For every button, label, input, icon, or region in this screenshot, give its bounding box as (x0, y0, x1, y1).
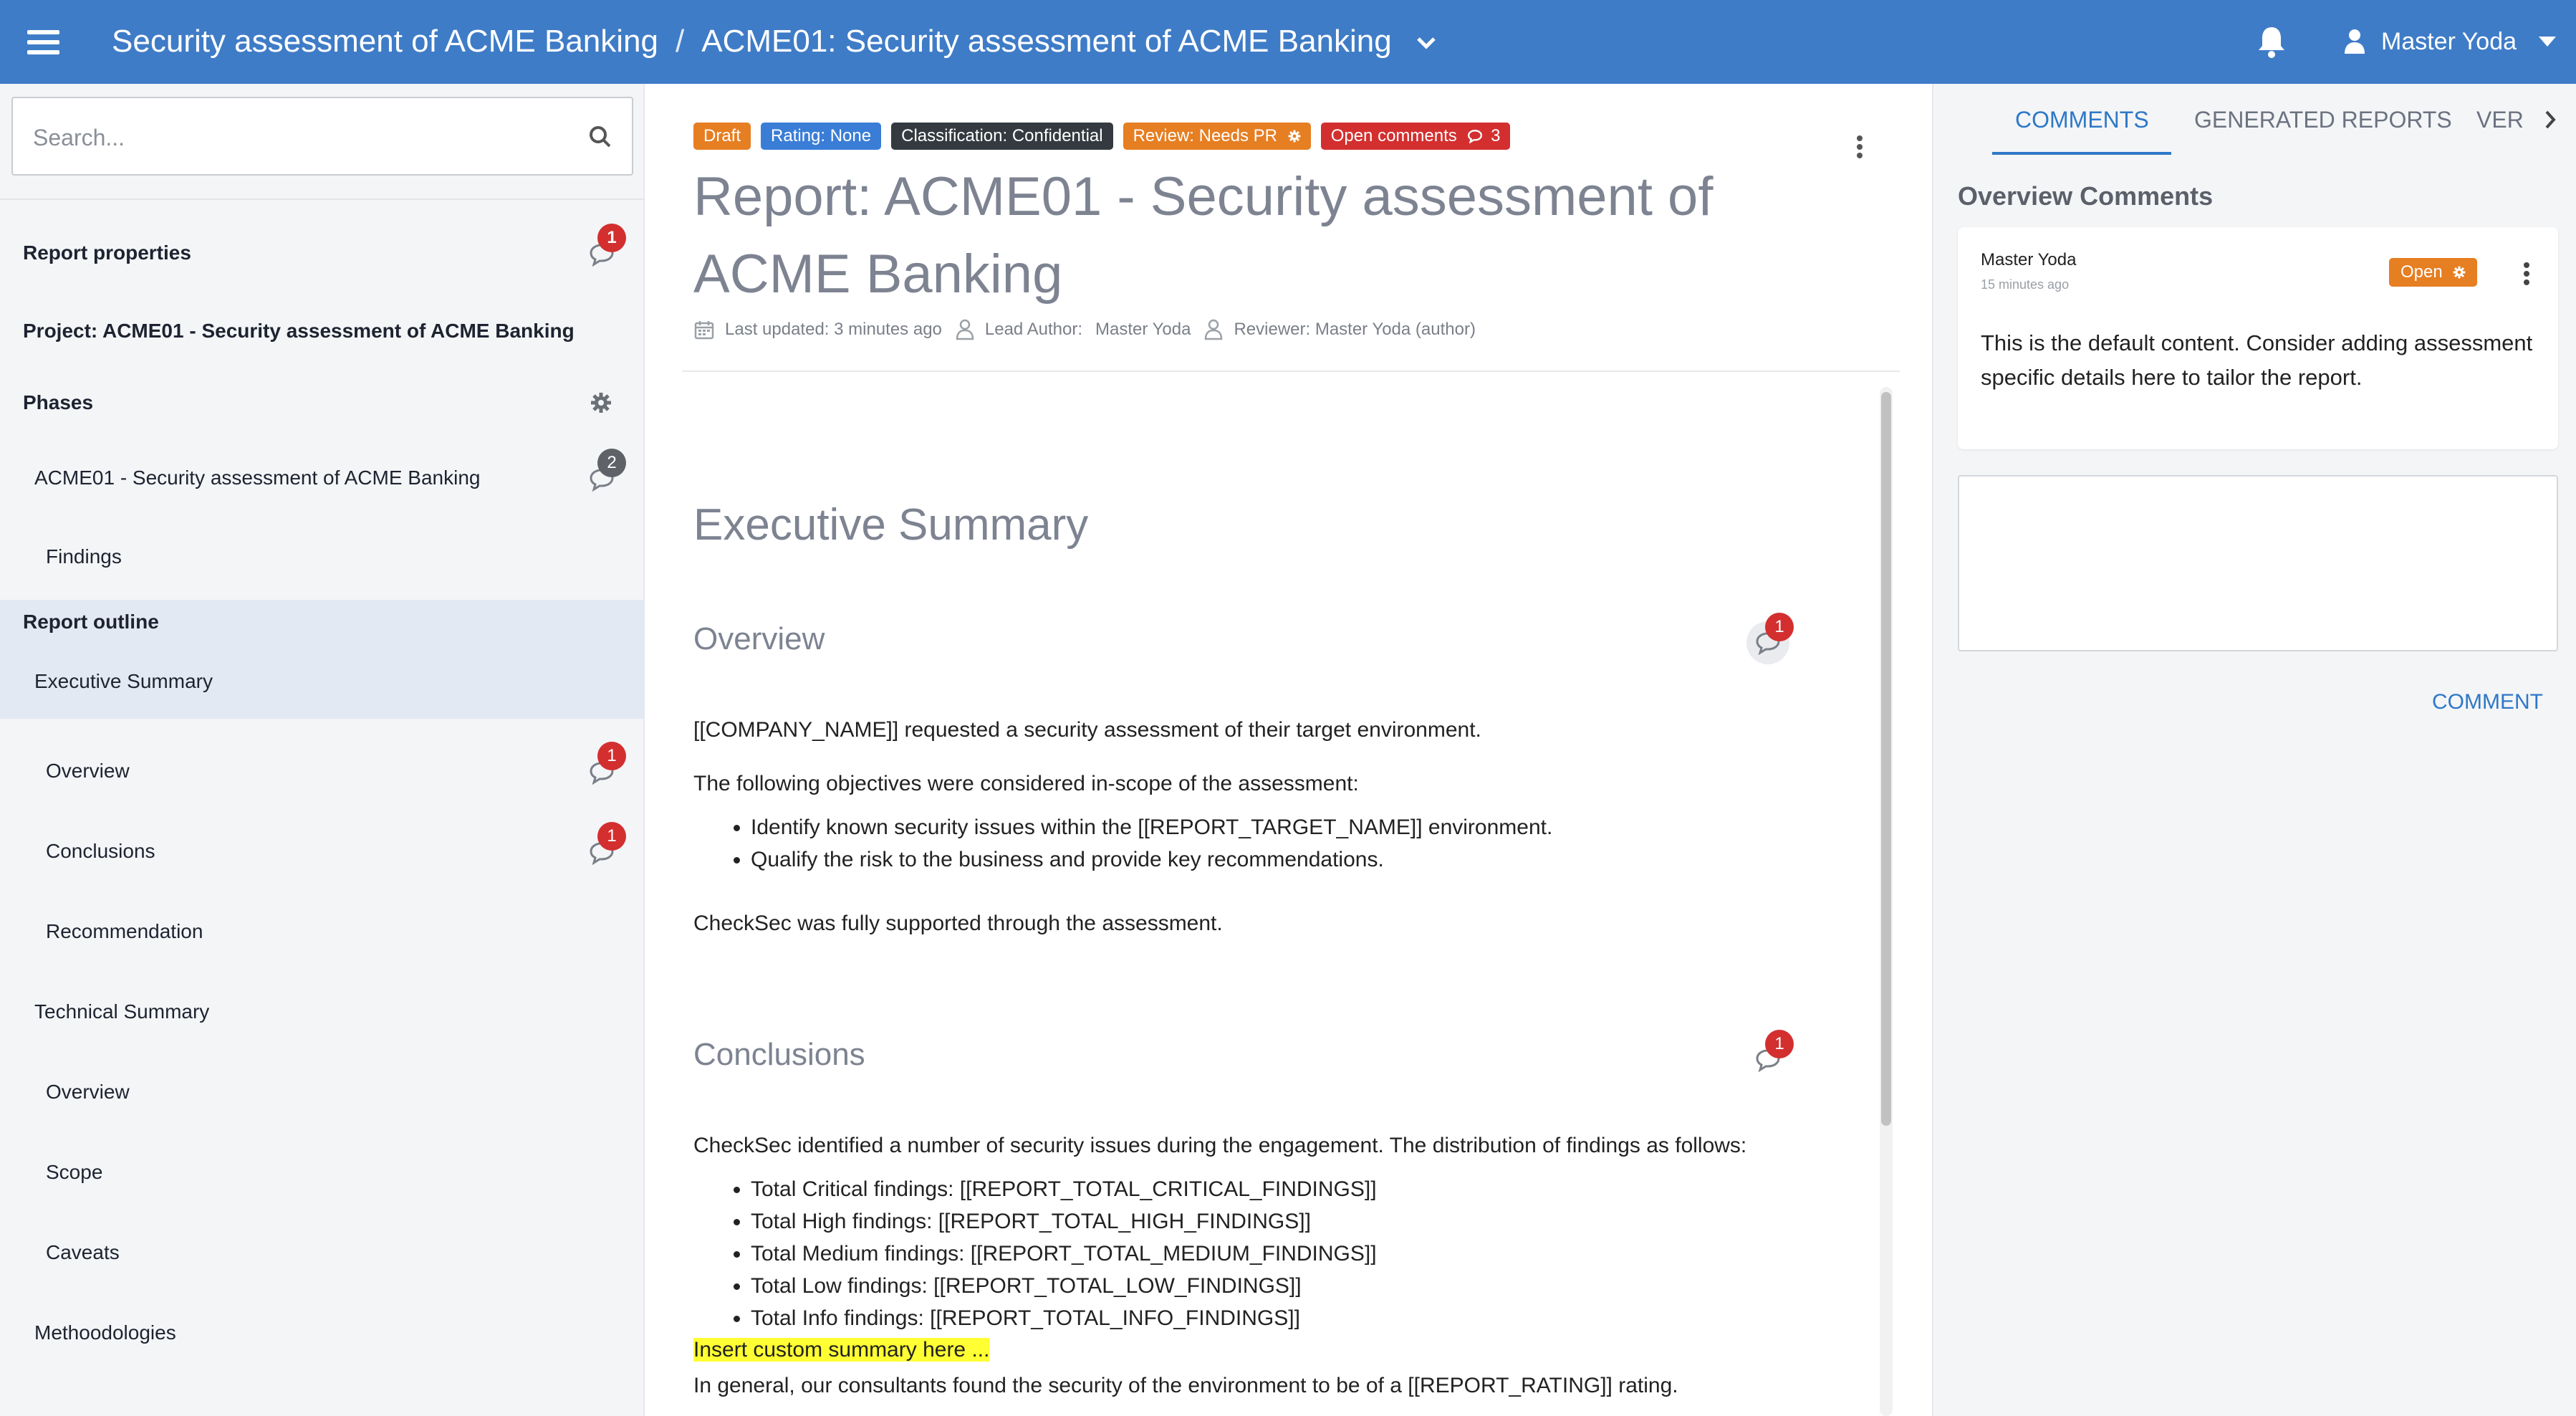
sidebar-item-findings[interactable] (0, 525, 645, 589)
paragraph: In general, our consultants found the security of the environment to be of a [[REPORT_RATING]] rating. (693, 1374, 1678, 1397)
panel-title: Overview Comments (1958, 181, 2214, 211)
comment-count-badge: 1 (1765, 613, 1794, 641)
user-name: Master Yoda (2381, 28, 2517, 55)
more-options-icon[interactable] (1855, 134, 1864, 160)
tab-comments[interactable]: COMMENTS (2015, 107, 2149, 133)
sidebar-item-label: Recommendation (46, 920, 203, 942)
draft-badge[interactable]: Draft (693, 123, 751, 150)
sidebar-item-label: Methoodologies (34, 1321, 176, 1344)
comment-status-badge[interactable] (2389, 258, 2477, 287)
section-heading-executive-summary: Executive Summary (693, 500, 1089, 550)
comments-panel (1932, 84, 2576, 1416)
sidebar-item-label: Conclusions (46, 840, 155, 862)
sidebar-item-label: Technical Summary (34, 1000, 210, 1023)
comment-body: This is the default content. Consider adding assessment specific details here to tailor the report. (1981, 330, 2533, 390)
bell-icon[interactable] (2257, 24, 2287, 59)
comment-icon (1467, 129, 1483, 143)
objectives-list (693, 811, 1552, 876)
highlighted-text: Insert custom summary here ... (693, 1338, 990, 1362)
sidebar-item-caveats[interactable] (0, 1220, 645, 1285)
open-comments-label: Open comments (1330, 126, 1457, 145)
list-item: • Total Info findings: [[REPORT_TOTAL_INFO_FINDINGS]] (751, 1302, 1377, 1334)
sidebar-item-recommendation[interactable] (0, 899, 645, 964)
sidebar-item-label: Overview (46, 760, 130, 782)
paragraph: CheckSec was fully supported through the assessment. (693, 912, 1223, 935)
sidebar-item-project[interactable] (0, 299, 645, 363)
section-heading-conclusions: Conclusions (693, 1037, 865, 1072)
sidebar-item-report-properties[interactable] (0, 221, 645, 285)
list-item: • Total Low findings: [[REPORT_TOTAL_LOW_FINDINGS]] (751, 1270, 1377, 1302)
scrollbar-thumb[interactable] (1881, 392, 1891, 1126)
sidebar-item-label: Findings (46, 545, 122, 568)
report-meta (693, 319, 1476, 340)
tab-generated-reports[interactable]: GENERATED REPORTS (2194, 107, 2452, 133)
list-item: • Identify known security issues within the [[REPORT_TARGET_NAME]] environment. (751, 811, 1552, 843)
comment-count-badge: 1 (1765, 1030, 1794, 1058)
paragraph: [[COMPANY_NAME]] requested a security assessment of their target environment. (693, 718, 1481, 742)
status-tags (693, 123, 1510, 150)
reviewer: Reviewer: Master Yoda (author) (1234, 320, 1476, 339)
search-icon[interactable] (589, 125, 612, 148)
breadcrumb-project[interactable]: Security assessment of ACME Banking (112, 24, 658, 59)
comment-author: Master Yoda (1981, 250, 2077, 269)
top-bar (0, 0, 2576, 84)
comment-icon[interactable] (583, 228, 620, 271)
paragraph: The following objectives were considered in-scope of the assessment: (693, 772, 1359, 795)
review-badge[interactable] (1123, 123, 1311, 150)
chevron-right-icon[interactable] (2544, 110, 2557, 130)
user-icon (1203, 319, 1224, 340)
sidebar-item-label: Phases (23, 391, 94, 413)
sidebar-item-label: Executive Summary (34, 670, 213, 692)
sidebar-item-label: Overview (46, 1081, 130, 1103)
comment-input[interactable] (1959, 477, 2557, 650)
list-item: • Total Medium findings: [[REPORT_TOTAL_MEDIUM_FINDINGS]] (751, 1238, 1377, 1270)
review-badge-label: Review: Needs PR (1133, 126, 1278, 145)
sidebar-item-label: Report properties (23, 241, 191, 264)
sidebar-item-label: Caveats (46, 1241, 120, 1263)
comment-button[interactable]: COMMENT (2432, 690, 2543, 714)
comment-icon[interactable] (583, 453, 620, 496)
open-comments-count: 3 (1491, 126, 1501, 145)
lead-author: Master Yoda (1095, 320, 1191, 339)
tab-versions[interactable]: VER (2476, 107, 2524, 133)
comment-count-badge: 1 (597, 822, 626, 851)
list-item: • Total High findings: [[REPORT_TOTAL_HIGH_FINDINGS]] (751, 1205, 1377, 1238)
sidebar-item-phases[interactable] (0, 370, 645, 435)
last-updated: Last updated: 3 minutes ago (725, 320, 942, 339)
panel-tabs (1933, 84, 2576, 156)
list-item: • Qualify the risk to the business and provide key recommendations. (751, 843, 1552, 876)
rating-badge[interactable]: Rating: None (761, 123, 881, 150)
findings-list (693, 1173, 1377, 1334)
section-heading-overview: Overview (693, 621, 825, 656)
sidebar-item-label: ACME01 - Security assessment of ACME Banking (34, 467, 481, 489)
comment-icon[interactable] (1746, 1034, 1789, 1081)
calendar-icon (693, 319, 715, 340)
gear-icon (1288, 130, 1301, 143)
sidebar-item-label: Project: ACME01 - Security assessment of ACME Banking (23, 320, 575, 342)
sidebar (0, 84, 645, 1416)
sidebar-item-executive-summary[interactable] (0, 644, 645, 719)
comment-time: 15 minutes ago (1981, 277, 2070, 292)
breadcrumb (112, 20, 1436, 63)
report-editor[interactable] (693, 385, 1804, 1416)
comment-icon[interactable] (583, 826, 620, 869)
menu-icon[interactable] (27, 30, 59, 54)
classification-badge[interactable]: Classification: Confidential (891, 123, 1112, 150)
sidebar-item-phase-acme01[interactable] (0, 446, 645, 510)
sidebar-item-label: Report outline (23, 611, 159, 633)
divider (682, 370, 1900, 372)
main-content (646, 84, 1932, 1416)
caret-down-icon (2538, 36, 2557, 47)
sidebar-item-label: Scope (46, 1161, 103, 1183)
gear-icon (2453, 266, 2466, 279)
sidebar-item-technical-overview[interactable] (0, 1060, 645, 1124)
comment-reply-box (1958, 475, 2558, 651)
sidebar-item-methodologies[interactable] (0, 1301, 645, 1365)
comment-status-label: Open (2400, 262, 2443, 282)
lead-author-label: Lead Author: (984, 320, 1083, 339)
user-menu[interactable] (2344, 20, 2572, 63)
comment-icon[interactable] (583, 746, 620, 789)
sidebar-item-scope[interactable] (0, 1140, 645, 1205)
user-icon (2344, 29, 2365, 54)
sidebar-item-technical-summary[interactable] (0, 980, 645, 1044)
gear-icon[interactable] (583, 385, 620, 421)
sidebar-item-overview[interactable] (0, 739, 645, 803)
list-item: • Total Critical findings: [[REPORT_TOTAL_CRITICAL_FINDINGS]] (751, 1173, 1377, 1205)
chevron-down-icon[interactable] (1416, 37, 1436, 49)
comment-card (1958, 227, 2558, 449)
page-title: Report: ACME01 - Security assessment of ACME Banking (693, 166, 1714, 305)
active-tab-indicator (1992, 152, 2171, 155)
paragraph: CheckSec identified a number of security issues during the engagement. The distribution of findings as follows: (693, 1134, 1747, 1157)
comment-icon[interactable] (1746, 617, 1789, 664)
breadcrumb-report[interactable]: ACME01: Security assessment of ACME Banking (701, 24, 1392, 59)
sidebar-item-conclusions[interactable] (0, 819, 645, 884)
open-comments-badge[interactable] (1321, 123, 1511, 150)
search-box (11, 97, 633, 176)
breadcrumb-separator: / (676, 24, 685, 59)
sidebar-item-report-outline[interactable] (0, 600, 645, 644)
divider (0, 198, 645, 200)
comment-count-badge: 1 (597, 742, 626, 770)
search-input[interactable] (32, 120, 562, 156)
user-icon (955, 319, 975, 340)
comment-count-badge: 1 (597, 224, 626, 252)
more-options-icon[interactable] (2522, 262, 2531, 286)
custom-summary-placeholder[interactable] (693, 1338, 989, 1362)
comment-count-badge: 2 (597, 449, 626, 477)
